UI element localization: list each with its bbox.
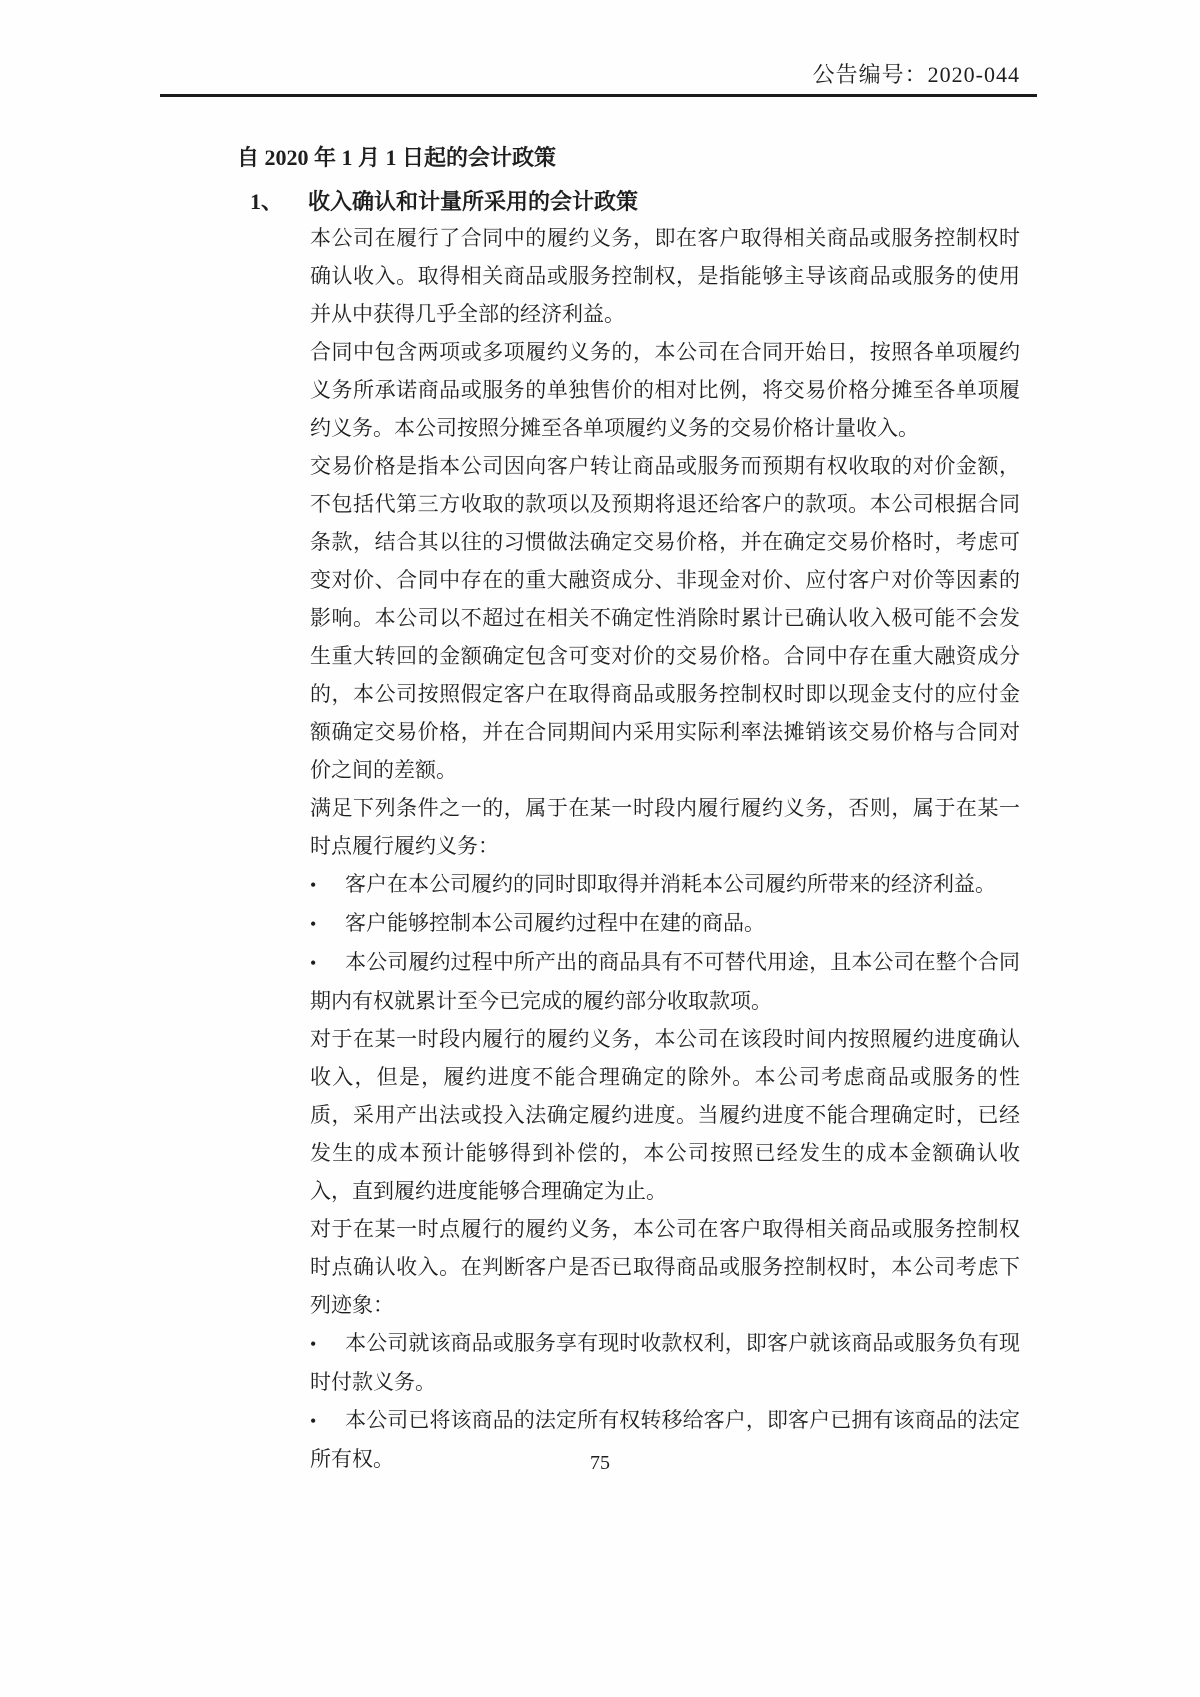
section-number: 1、 xyxy=(250,189,284,214)
text-blocks xyxy=(310,219,1020,1478)
bullet-text: 客户能够控制本公司履约过程中在建的商品。 xyxy=(345,911,765,935)
section-title: 收入确认和计量所采用的会计政策 xyxy=(308,189,639,214)
page-footer xyxy=(0,1452,1200,1475)
bullet-text: 本公司已将该商品的法定所有权转移给客户，即客户已拥有该商品的法定所有权。 xyxy=(310,1408,1020,1471)
body-paragraph: 本公司在履行了合同中的履约义务，即在客户取得相关商品或服务控制权时确认收入。取得相关商品或服务控制权，是指能够主导该商品或服务的使用并从中获得几乎全部的经济利益。 xyxy=(310,226,1020,326)
bullet-text: 客户在本公司履约的同时即取得并消耗本公司履约所带来的经济利益。 xyxy=(345,872,996,896)
bullet-icon: • xyxy=(310,953,317,973)
bullet-icon: • xyxy=(310,1411,317,1431)
policy-title: 自 2020 年 1 月 1 日起的会计政策 xyxy=(237,145,557,170)
bullet-item xyxy=(310,865,1020,904)
bullet-item xyxy=(310,943,1020,1020)
bullet-text: 本公司履约过程中所产出的商品具有不可替代用途，且本公司在整个合同期内有权就累计至今已完成的履约部分收取款项。 xyxy=(310,950,1020,1013)
body-paragraph: 对于在某一时点履行的履约义务，本公司在客户取得相关商品或服务控制权时点确认收入。在判断客户是否已取得商品或服务控制权时，本公司考虑下列迹象： xyxy=(310,1217,1020,1317)
body-paragraph: 交易价格是指本公司因向客户转让商品或服务而预期有权收取的对价金额，不包括代第三方收取的款项以及预期将退还给客户的款项。本公司根据合同条款，结合其以往的习惯做法确定交易价格，并在确定交易价格时，考虑可变对价、合同中存在的重大融资成分、非现金对价、应付客户对价等因素的影响。本公司以不超过在相关不确定性消除时累计已确认收入极可能不会发生重大转回的金额确定包含可变对价的交易价格。合同中存在重大融资成分的，本公司按照假定客户在取得商品或服务控制权时即以现金支付的应付金额确定交易价格，并在合同期间内采用实际利率法摊销该交易价格与合同对价之间的差额。 xyxy=(310,454,1020,782)
body-paragraph: 对于在某一时段内履行的履约义务，本公司在该段时间内按照履约进度确认收入，但是，履约进度不能合理确定的除外。本公司考虑商品或服务的性质，采用产出法或投入法确定履约进度。当履约进度不能合理确定时，已经发生的成本预计能够得到补偿的，本公司按照已经发生的成本金额确认收入，直到履约进度能够合理确定为止。 xyxy=(310,1027,1020,1203)
body-paragraph: 合同中包含两项或多项履约义务的，本公司在合同开始日，按照各单项履约义务所承诺商品或服务的单独售价的相对比例，将交易价格分摊至各单项履约义务。本公司按照分摊至各单项履约义务的交易价格计量收入。 xyxy=(310,340,1020,440)
bullet-icon: • xyxy=(310,875,317,895)
bullet-item xyxy=(310,904,1020,943)
bullet-icon: • xyxy=(310,1334,317,1354)
section-heading xyxy=(250,187,638,217)
bullet-icon: • xyxy=(310,914,317,934)
body-paragraph: 满足下列条件之一的，属于在某一时段内履行履约义务，否则，属于在某一时点履行履约义务： xyxy=(310,796,1020,858)
bullet-text: 本公司就该商品或服务享有现时收款权利，即客户就该商品或服务负有现时付款义务。 xyxy=(310,1331,1020,1394)
page-number: 75 xyxy=(590,1452,610,1474)
header-divider xyxy=(160,94,1037,97)
bullet-item xyxy=(310,1324,1020,1401)
announcement-number: 公告编号：2020-044 xyxy=(812,62,1020,87)
